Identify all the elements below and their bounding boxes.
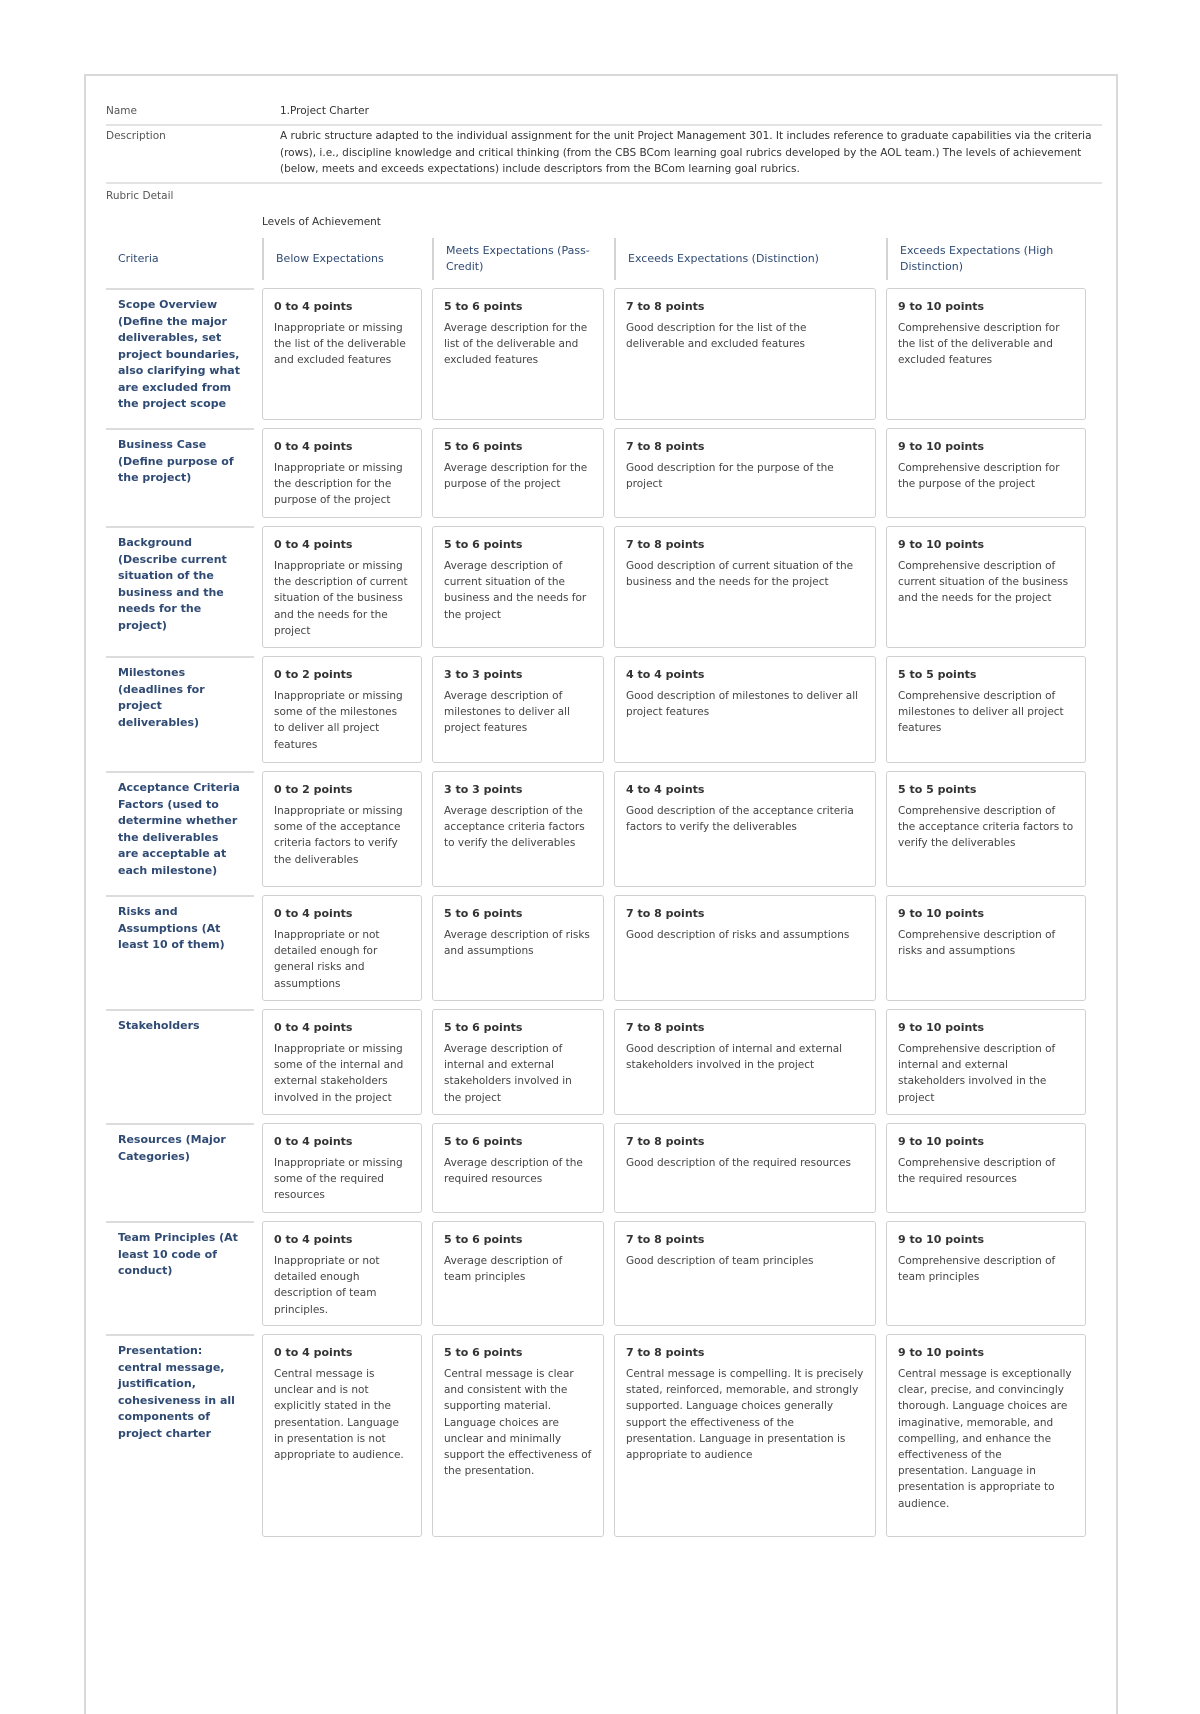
level-description: Comprehensive description of internal and external stakeholders involved in the project bbox=[898, 1043, 1056, 1104]
points-range: 5 to 6 points bbox=[444, 1021, 523, 1034]
rubric-cell bbox=[432, 1221, 604, 1326]
points-range: 7 to 8 points bbox=[626, 440, 705, 453]
level-description: Comprehensive description of current situation of the business and the needs for the project bbox=[898, 560, 1069, 605]
rubric-cell bbox=[614, 895, 876, 1001]
points-range: 9 to 10 points bbox=[898, 1233, 985, 1246]
level-description: Inappropriate or missing some of the internal and external stakeholders involved in the project bbox=[274, 1043, 404, 1104]
rubric-cell bbox=[432, 1009, 604, 1115]
rubric-cell bbox=[886, 1123, 1086, 1213]
criterion-label: Presentation: central message, justification, cohesiveness in all components of project charter bbox=[106, 1334, 254, 1537]
level-description: Inappropriate or missing the description for the purpose of the project bbox=[274, 462, 403, 507]
rubric-cell bbox=[262, 288, 422, 420]
level-description: Inappropriate or not detailed enough description of team principles. bbox=[274, 1255, 380, 1316]
points-range: 4 to 4 points bbox=[626, 668, 705, 681]
level-description: Inappropriate or missing some of the required resources bbox=[274, 1157, 403, 1202]
rubric-cell bbox=[614, 1334, 876, 1537]
points-range: 7 to 8 points bbox=[626, 907, 705, 920]
level-description: Inappropriate or missing the description of current situation of the business and the needs for the project bbox=[274, 560, 408, 637]
rubric-page bbox=[84, 74, 1118, 1714]
criteria-header: Criteria bbox=[118, 252, 159, 265]
points-range: 9 to 10 points bbox=[898, 907, 985, 920]
rubric-cell bbox=[614, 288, 876, 420]
level-header: Below Expectations bbox=[262, 238, 422, 280]
level-description: Average description of milestones to deliver all project features bbox=[444, 690, 570, 735]
criterion-label: Risks and Assumptions (At least 10 of them) bbox=[106, 895, 254, 1001]
rubric-cell bbox=[432, 895, 604, 1001]
points-range: 7 to 8 points bbox=[626, 538, 705, 551]
points-range: 7 to 8 points bbox=[626, 1135, 705, 1148]
level-description: Good description of risks and assumptions bbox=[626, 929, 850, 941]
level-description: Comprehensive description for the purpose of the project bbox=[898, 462, 1060, 491]
rubric-cell bbox=[614, 1221, 876, 1326]
rubric-cell bbox=[262, 895, 422, 1001]
level-description: Good description for the list of the deliverable and excluded features bbox=[626, 322, 807, 351]
rubric-cell bbox=[886, 526, 1086, 648]
rubric-cell bbox=[262, 428, 422, 518]
rubric-cell bbox=[886, 1221, 1086, 1326]
level-description: Average description for the purpose of the project bbox=[444, 462, 588, 491]
divider bbox=[106, 182, 1102, 184]
rubric-cell bbox=[262, 771, 422, 887]
points-range: 7 to 8 points bbox=[626, 1346, 705, 1359]
level-header: Exceeds Expectations (High Distinction) bbox=[886, 238, 1086, 280]
points-range: 9 to 10 points bbox=[898, 1346, 985, 1359]
rubric-description: A rubric structure adapted to the individual assignment for the unit Project Management 301. It includes reference to graduate capabilities via the criteria (rows), i.e., discipline knowledge and critical thinking (from the CBS BCom learning goal rubrics developed by the AOL team.) The levels of achievement (below, meets and exceeds expectations) include descriptors from the BCom learning goal rubrics. bbox=[280, 130, 1092, 175]
level-description: Comprehensive description of the acceptance criteria factors to verify the deliverables bbox=[898, 805, 1074, 850]
level-description: Comprehensive description for the list of the deliverable and excluded features bbox=[898, 322, 1060, 367]
rubric-detail-row bbox=[106, 188, 1102, 205]
rubric-cell bbox=[886, 428, 1086, 518]
rubric-cell bbox=[262, 1009, 422, 1115]
description-row bbox=[106, 128, 1102, 178]
points-range: 5 to 5 points bbox=[898, 668, 977, 681]
level-description: Average description of current situation of the business and the needs for the project bbox=[444, 560, 587, 621]
points-range: 0 to 2 points bbox=[274, 783, 353, 796]
points-range: 0 to 4 points bbox=[274, 440, 353, 453]
rubric-cell bbox=[614, 656, 876, 763]
level-description: Inappropriate or missing the list of the deliverable and excluded features bbox=[274, 322, 406, 367]
rubric-cell bbox=[432, 656, 604, 763]
level-description: Average description of risks and assumptions bbox=[444, 929, 590, 958]
rubric-cell bbox=[886, 288, 1086, 420]
rubric-cell bbox=[614, 1123, 876, 1213]
points-range: 7 to 8 points bbox=[626, 1021, 705, 1034]
rubric-cell bbox=[262, 526, 422, 648]
level-description: Central message is compelling. It is precisely stated, reinforced, memorable, and strongly supported. Language choices generally support the effectiveness of the presentation. Language in presentation is appropriate to audience bbox=[626, 1368, 864, 1462]
level-description: Central message is clear and consistent with the supporting material. Language choices are unclear and minimally support the effectiveness of the presentation. bbox=[444, 1368, 592, 1478]
rubric-cell bbox=[886, 1334, 1086, 1537]
rubric-cell bbox=[886, 895, 1086, 1001]
points-range: 0 to 4 points bbox=[274, 1135, 353, 1148]
points-range: 9 to 10 points bbox=[898, 1135, 985, 1148]
rubric-cell bbox=[262, 1221, 422, 1326]
points-range: 0 to 4 points bbox=[274, 1233, 353, 1246]
points-range: 9 to 10 points bbox=[898, 300, 985, 313]
level-description: Inappropriate or not detailed enough for general risks and assumptions bbox=[274, 929, 380, 990]
rubric-cell bbox=[432, 1123, 604, 1213]
level-header: Meets Expectations (Pass-Credit) bbox=[432, 238, 604, 280]
level-description: Comprehensive description of team principles bbox=[898, 1255, 1056, 1284]
level-description: Average description for the list of the deliverable and excluded features bbox=[444, 322, 588, 367]
points-range: 5 to 6 points bbox=[444, 300, 523, 313]
rubric-cell bbox=[886, 771, 1086, 887]
points-range: 5 to 6 points bbox=[444, 907, 523, 920]
rubric-cell bbox=[432, 288, 604, 420]
level-description: Central message is exceptionally clear, precise, and convincingly thorough. Language choices are imaginative, memorable, and compelling, and enhance the effectiveness of the presentation. Language in presentation is appropriate to audience. bbox=[898, 1368, 1072, 1510]
level-description: Average description of team principles bbox=[444, 1255, 563, 1284]
points-range: 0 to 4 points bbox=[274, 1346, 353, 1359]
points-range: 9 to 10 points bbox=[898, 1021, 985, 1034]
level-description: Average description of internal and external stakeholders involved in the project bbox=[444, 1043, 572, 1104]
points-range: 3 to 3 points bbox=[444, 783, 523, 796]
rubric-cell bbox=[432, 428, 604, 518]
rubric-cell bbox=[262, 1123, 422, 1213]
rubric-detail-label: Rubric Detail bbox=[106, 190, 174, 202]
points-range: 5 to 6 points bbox=[444, 538, 523, 551]
points-range: 7 to 8 points bbox=[626, 300, 705, 313]
level-description: Good description of current situation of the business and the needs for the project bbox=[626, 560, 854, 589]
rubric-cell bbox=[614, 1009, 876, 1115]
level-description: Comprehensive description of milestones to deliver all project features bbox=[898, 690, 1064, 735]
points-range: 0 to 4 points bbox=[274, 538, 353, 551]
level-description: Good description of team principles bbox=[626, 1255, 814, 1267]
level-description: Good description of milestones to deliver all project features bbox=[626, 690, 859, 719]
level-description: Comprehensive description of risks and assumptions bbox=[898, 929, 1056, 958]
points-range: 9 to 10 points bbox=[898, 538, 985, 551]
rubric-cell bbox=[432, 771, 604, 887]
points-range: 3 to 3 points bbox=[444, 668, 523, 681]
levels-of-achievement-label: Levels of Achievement bbox=[262, 216, 381, 228]
level-description: Average description of the required resources bbox=[444, 1157, 583, 1186]
description-label: Description bbox=[106, 130, 166, 142]
criterion-label: Team Principles (At least 10 code of conduct) bbox=[106, 1221, 254, 1326]
points-range: 0 to 2 points bbox=[274, 668, 353, 681]
level-description: Inappropriate or missing some of the acceptance criteria factors to verify the deliverables bbox=[274, 805, 403, 866]
level-description: Central message is unclear and is not explicitly stated in the presentation. Language in presentation is not appropriate to audience. bbox=[274, 1368, 404, 1462]
rubric-cell bbox=[614, 526, 876, 648]
criterion-label: Milestones (deadlines for project deliverables) bbox=[106, 656, 254, 763]
points-range: 0 to 4 points bbox=[274, 907, 353, 920]
name-label: Name bbox=[106, 105, 137, 117]
criterion-label: Resources (Major Categories) bbox=[106, 1123, 254, 1213]
rubric-cell bbox=[262, 1334, 422, 1537]
level-description: Good description for the purpose of the project bbox=[626, 462, 834, 491]
rubric-cell bbox=[432, 526, 604, 648]
rubric-cell bbox=[614, 771, 876, 887]
points-range: 0 to 4 points bbox=[274, 1021, 353, 1034]
rubric-cell bbox=[262, 656, 422, 763]
criterion-label: Business Case (Define purpose of the project) bbox=[106, 428, 254, 518]
rubric-cell bbox=[886, 1009, 1086, 1115]
rubric-cell bbox=[886, 656, 1086, 763]
points-range: 4 to 4 points bbox=[626, 783, 705, 796]
criterion-label: Stakeholders bbox=[106, 1009, 254, 1115]
points-range: 5 to 6 points bbox=[444, 1233, 523, 1246]
criterion-label: Background (Describe current situation of the business and the needs for the project) bbox=[106, 526, 254, 648]
level-description: Average description of the acceptance criteria factors to verify the deliverables bbox=[444, 805, 585, 850]
points-range: 9 to 10 points bbox=[898, 440, 985, 453]
points-range: 7 to 8 points bbox=[626, 1233, 705, 1246]
points-range: 5 to 5 points bbox=[898, 783, 977, 796]
level-description: Good description of the acceptance criteria factors to verify the deliverables bbox=[626, 805, 854, 834]
criterion-label: Scope Overview (Define the major deliverables, set project boundaries, also clarifying what are excluded from the project scope bbox=[106, 288, 254, 420]
rubric-cell bbox=[614, 428, 876, 518]
divider bbox=[106, 124, 1102, 126]
name-row bbox=[106, 103, 1102, 120]
points-range: 0 to 4 points bbox=[274, 300, 353, 313]
level-description: Comprehensive description of the required resources bbox=[898, 1157, 1056, 1186]
level-header: Exceeds Expectations (Distinction) bbox=[614, 238, 876, 280]
level-description: Good description of internal and external stakeholders involved in the project bbox=[626, 1043, 843, 1072]
level-description: Good description of the required resources bbox=[626, 1157, 851, 1169]
criterion-label: Acceptance Criteria Factors (used to determine whether the deliverables are acceptable at each milestone) bbox=[106, 771, 254, 887]
points-range: 5 to 6 points bbox=[444, 440, 523, 453]
rubric-cell bbox=[432, 1334, 604, 1537]
points-range: 5 to 6 points bbox=[444, 1135, 523, 1148]
points-range: 5 to 6 points bbox=[444, 1346, 523, 1359]
rubric-name: 1.Project Charter bbox=[280, 105, 369, 117]
level-description: Inappropriate or missing some of the milestones to deliver all project features bbox=[274, 690, 403, 751]
